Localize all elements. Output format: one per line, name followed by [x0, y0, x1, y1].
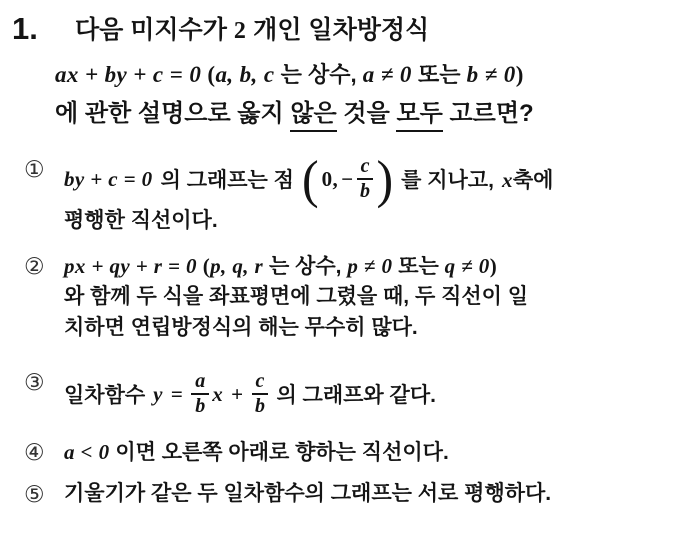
fraction-denominator: b: [254, 395, 265, 418]
equation-main: ax + by + c = 0: [55, 62, 202, 88]
equation-vars: a, b, c: [215, 62, 275, 88]
close-paren: ): [515, 62, 524, 88]
condition-b: b ≠ 0: [466, 62, 516, 88]
choice-3-marker: ③: [24, 370, 45, 397]
fraction-denominator: b: [360, 180, 370, 203]
choice-3: [12, 367, 660, 421]
choice-5-text: 기울기가 같은 두 일차함수의 그래프는 서로 평행하다.: [64, 482, 552, 506]
choice-2-content: [64, 251, 660, 343]
fraction-numerator: a: [191, 371, 209, 395]
choice-1-text-b: 를 지나고,: [401, 169, 494, 193]
point-expression: [301, 150, 394, 209]
choice-1-equation: by + c = 0: [64, 166, 153, 191]
axis-label: 축에: [512, 169, 554, 193]
choice-1-line1: [64, 150, 660, 209]
constants-label: 는 상수,: [280, 62, 357, 88]
choice-4-marker: ④: [24, 440, 45, 467]
question-seg2: 것을: [343, 100, 390, 128]
question-seg1: 에 관한 설명으로 옳지: [55, 100, 284, 128]
title-text-post: 개인 일차방정식: [253, 16, 430, 44]
choice-2-equation: px + qy + r = 0: [64, 253, 197, 278]
choice-2-line2: 와 함께 두 식을 좌표평면에 그렸을 때, 두 직선이 일: [64, 285, 529, 309]
choice-5: [12, 479, 660, 511]
choice-4-inequality: a < 0: [64, 440, 110, 465]
title-text-pre: 다음 미지수가: [75, 16, 227, 44]
question-seg3: 고르면?: [449, 100, 534, 128]
choice-3-content: [64, 367, 660, 421]
slope-term: [191, 371, 223, 417]
fraction-denominator: b: [195, 395, 206, 418]
big-close-paren: ): [376, 150, 394, 209]
choice-2: [12, 251, 660, 343]
choice-2-vars: p, q, r: [210, 253, 264, 278]
choice-1-marker: ①: [24, 157, 45, 184]
problem-title-row: [12, 12, 660, 46]
choice-4-line1: [64, 437, 660, 468]
problem-equation-line: [12, 58, 660, 89]
fraction-numerator: c: [357, 156, 374, 180]
problem-number: 1.: [12, 11, 38, 46]
choice-3-text-a: 일차함수: [64, 384, 146, 408]
var-x: x: [212, 381, 224, 406]
open-paren: (: [207, 62, 216, 88]
var-y: y: [153, 381, 163, 406]
choice-1: [12, 150, 660, 236]
or-label: 또는: [417, 62, 461, 88]
problem-title-line: [75, 12, 429, 46]
fraction-a-over-b: [191, 371, 209, 417]
big-open-paren: (: [301, 150, 319, 209]
close-paren: ): [489, 253, 498, 278]
var-x: x: [501, 168, 513, 193]
choice-1-content: [64, 150, 660, 236]
x-axis-term: [502, 164, 553, 194]
choice-2-marker: ②: [24, 253, 45, 280]
choice-5-content: [64, 479, 660, 509]
problem-header: [12, 12, 660, 132]
choice-1-text-a: 의 그래프는 점: [160, 169, 294, 193]
open-paren: (: [202, 253, 211, 278]
choice-3-text-b: 의 그래프와 같다.: [276, 384, 436, 408]
condition-q: q ≠ 0: [444, 253, 490, 278]
constants-label: 는 상수,: [268, 254, 342, 278]
problem-question-line: [12, 98, 660, 132]
equals-sign: =: [170, 381, 184, 406]
title-number: 2: [233, 18, 247, 44]
plus-sign: +: [231, 381, 244, 406]
fraction-c-over-b: [357, 156, 374, 202]
choice-3-line1: [64, 367, 660, 421]
underlined-word-not: 않은: [290, 98, 336, 132]
underlined-word-all: 모두: [396, 98, 442, 132]
fraction-numerator: c: [252, 371, 269, 395]
or-label: 또는: [398, 254, 439, 278]
point-zero: 0,: [321, 166, 339, 191]
choice-4-text: 이면 오른쪽 아래로 향하는 직선이다.: [115, 441, 449, 465]
choices-list: [12, 150, 660, 511]
choice-1-line2: 평행한 직선이다.: [64, 209, 218, 233]
fraction-c-over-b: [252, 371, 269, 417]
choice-4: [12, 437, 660, 469]
choice-5-marker: ⑤: [24, 482, 45, 509]
choice-2-line3: 치하면 연립방정식의 해는 무수히 많다.: [64, 315, 418, 339]
choice-2-line1: [64, 251, 660, 282]
condition-p: p ≠ 0: [347, 253, 393, 278]
choice-4-content: [64, 437, 660, 468]
equation-conditions: [207, 62, 274, 87]
minus-sign: −: [341, 166, 354, 191]
condition-a: a ≠ 0: [362, 62, 412, 88]
